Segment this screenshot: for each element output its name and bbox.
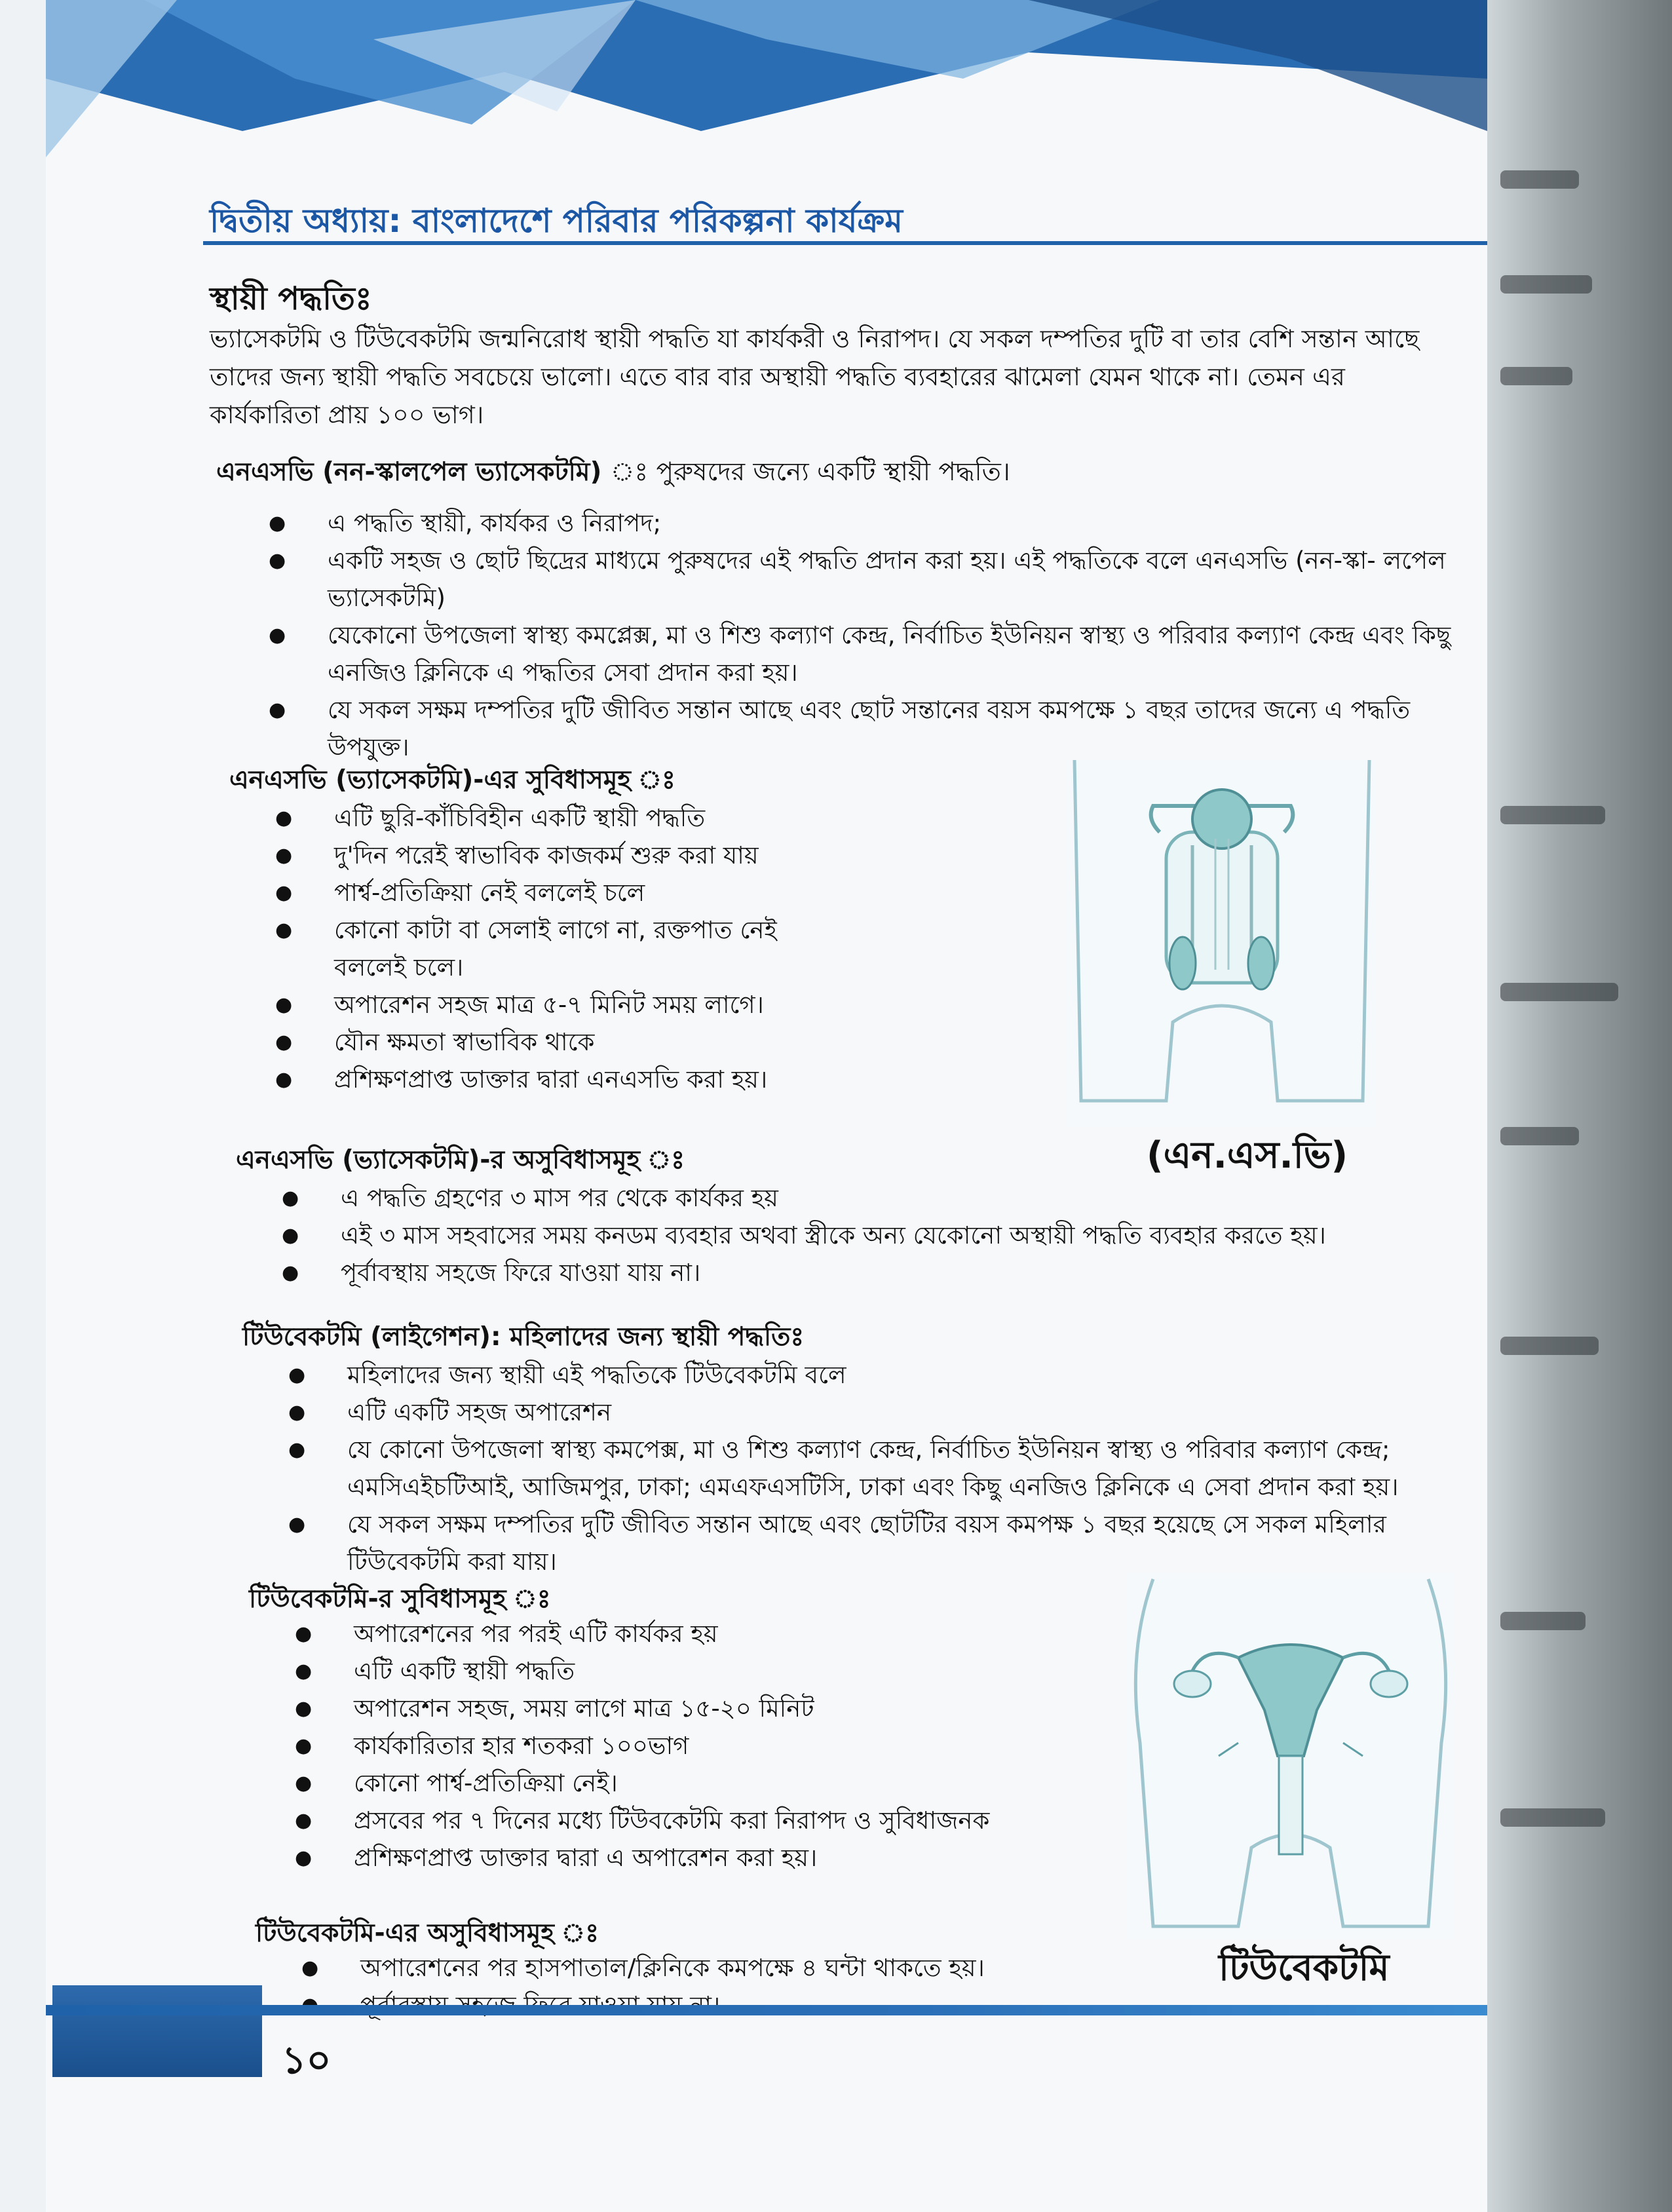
nsv-anatomy-figure [1068, 760, 1376, 1127]
intro-line-1: ভ্যাসেকটমি ও টিউবেকটমি জন্মনিরোধ স্থায়ী পদ্ধতি যা কার্যকরী ও নিরাপদ। যে সকল দম্পতির দুটি বা তার বেশি সন্তান আছে [210, 324, 1420, 353]
nsv-advantages-list [275, 799, 812, 1098]
list-item: ● যেকোনো উপজেলা স্বাস্থ্য কমপ্লেক্স, মা ও শিশু কল্যাণ কেন্দ্র, নির্বাচিত ইউনিয়ন স্বাস্থ্য ও পরিবার কল্যাণ কেন্দ্র এবং কিছু এনজিও ক্লিনিকে এ পদ্ধতির সেবা প্রদান করা হয়। [269, 617, 1461, 691]
list-item: ● এটি একটি স্থায়ী পদ্ধতি [295, 1652, 1120, 1690]
chapter-title: দ্বিতীয় অধ্যায়: বাংলাদেশে পরিবার পরিকল্পনা কার্যক্রম [210, 202, 903, 240]
list-item: ● কোনো কাটা বা সেলাই লাগে না, রক্তপাত নেই বললেই চলে। [275, 911, 812, 986]
list-item: ● পার্শ্ব-প্রতিক্রিয়া নেই বললেই চলে [275, 874, 812, 911]
list-item: ● দু'দিন পরেই স্বাভাবিক কাজকর্ম শুরু করা যায় [275, 837, 812, 874]
list-item: ● মহিলাদের জন্য স্থায়ী এই পদ্ধতিকে টিউবেকটমি বলে [288, 1356, 1468, 1394]
list-item: ● এটি একটি সহজ অপারেশন [288, 1394, 1468, 1431]
list-item: ● যে সকল সক্ষম দম্পতির দুটি জীবিত সন্তান আছে এবং ছোটটির বয়স কমপক্ষ ১ বছর হয়েছে সে সকল মহিলার টিউবেকটমি করা যায়। [288, 1506, 1468, 1580]
tubectomy-disadvantages-heading: টিউবেকটমি-এর অসুবিধাসমূহ ঃ [256, 1918, 599, 1948]
top-decorative-band [46, 0, 1487, 170]
footer-tab [52, 1985, 262, 2077]
nsv-heading-bold: এনএসভি (নন-স্কালপেল ভ্যাসেকটমি) [216, 457, 602, 487]
intro-line-3: কার্যকারিতা প্রায় ১০০ ভাগ। [210, 400, 484, 429]
list-item: ● প্রসবের পর ৭ দিনের মধ্যে টিউবকেটমি করা নিরাপদ ও সুবিধাজনক [295, 1802, 1120, 1839]
list-item: ● প্রশিক্ষণপ্রাপ্ত ডাক্তার দ্বারা এনএসভি করা হয়। [275, 1061, 812, 1098]
tubectomy-advantages-heading: টিউবেকটমি-র সুবিধাসমূহ ঃ [249, 1584, 551, 1614]
footer-rule [46, 2005, 1487, 2015]
tubectomy-figure-caption: টিউবেকটমি [1219, 1947, 1390, 1989]
nsv-heading-suffix: ঃ পুরুষদের জন্যে একটি স্থায়ী পদ্ধতি। [610, 457, 1010, 487]
list-item: ● যে সকল সক্ষম দম্পতির দুটি জীবিত সন্তান আছে এবং ছোট সন্তানের বয়স কমপক্ষে ১ বছর তাদের জন্যে এ পদ্ধতি উপযুক্ত। [269, 691, 1461, 766]
tubectomy-heading: টিউবেকটমি (লাইগেশন): মহিলাদের জন্য স্থায়ী পদ্ধতিঃ [242, 1322, 805, 1352]
list-item: ● একটি সহজ ও ছোট ছিদ্রের মাধ্যমে পুরুষদের এই পদ্ধতি প্রদান করা হয়। এই পদ্ধতিকে বলে এনএসভি (নন-স্কা- লপেল ভ্যাসেকটমি) [269, 542, 1461, 617]
list-item: ● এ পদ্ধতি স্থায়ী, কার্যকর ও নিরাপদ; [269, 505, 1461, 542]
tubectomy-anatomy-figure [1127, 1573, 1454, 1939]
list-item: ● যে কোনো উপজেলা স্বাস্থ্য কমপেক্স, মা ও শিশু কল্যাণ কেন্দ্র, নির্বাচিত ইউনিয়ন স্বাস্থ্য ও পরিবার কল্যাণ কেন্দ্র; এমসিএইচটিআই, আজিমপুর, ঢাকা; এমএফএসটিসি, ঢাকা এবং কিছু এনজিও ক্লিনিকে এ সেবা প্রদান করা হয়। [288, 1431, 1468, 1506]
list-item: ● অপারেশনের পর পরই এটি কার্যকর হয় [295, 1615, 1120, 1652]
nsv-disadvantages-heading: এনএসভি (ভ্যাসেকটমি)-র অসুবিধাসমূহ ঃ [236, 1145, 685, 1175]
list-item: ● কোনো পার্শ্ব-প্রতিক্রিয়া নেই। [295, 1764, 1120, 1802]
list-item: ● অপারেশন সহজ, সময় লাগে মাত্র ১৫-২০ মিনিট [295, 1690, 1120, 1727]
tubectomy-advantages-list [295, 1615, 1120, 1877]
intro-line-2: তাদের জন্য স্থায়ী পদ্ধতি সবচেয়ে ভালো। এতে বার বার অস্থায়ী পদ্ধতি ব্যবহারের ঝামেলা যেমন থাকে না। তেমন এর [210, 362, 1345, 391]
list-item: ● পূর্বাবস্থায় সহজে ফিরে যাওয়া যায় না। [282, 1254, 1461, 1291]
page-number: ১০ [282, 2038, 332, 2082]
adjacent-page-bleed [1487, 0, 1672, 2212]
nsv-advantages-heading: এনএসভি (ভ্যাসেকটমি)-এর সুবিধাসমূহ ঃ [229, 765, 675, 795]
list-item: ● কার্যকারিতার হার শতকরা ১০০ভাগ [295, 1727, 1120, 1764]
nsv-figure-caption: (এন.এস.ভি) [1147, 1134, 1348, 1177]
nsv-heading [216, 452, 1010, 495]
nsv-disadvantages-list [282, 1179, 1461, 1291]
list-item: ● অপারেশনের পর হাসপাতাল/ক্লিনিকে কমপক্ষে ৪ ঘন্টা থাকতে হয়। [301, 1949, 1219, 1987]
tubectomy-list [288, 1356, 1468, 1580]
list-item: ● এ পদ্ধতি গ্রহণের ৩ মাস পর থেকে কার্যকর হয় [282, 1179, 1461, 1217]
nsv-bullet-list [269, 505, 1461, 766]
list-item: ● যৌন ক্ষমতা স্বাভাবিক থাকে [275, 1023, 812, 1061]
permanent-method-heading: স্থায়ী পদ্ধতিঃ [210, 280, 372, 317]
chapter-rule [203, 241, 1487, 245]
list-item: ● অপারেশন সহজ মাত্র ৫-৭ মিনিট সময় লাগে। [275, 986, 812, 1023]
list-item: ● এই ৩ মাস সহবাসের সময় কনডম ব্যবহার অথবা স্ত্রীকে অন্য যেকোনো অস্থায়ী পদ্ধতি ব্যবহার করতে হয়। [282, 1217, 1461, 1254]
list-item: ● এটি ছুরি-কাঁচিবিহীন একটি স্থায়ী পদ্ধতি [275, 799, 812, 837]
list-item: ● প্রশিক্ষণপ্রাপ্ত ডাক্তার দ্বারা এ অপারেশন করা হয়। [295, 1839, 1120, 1877]
